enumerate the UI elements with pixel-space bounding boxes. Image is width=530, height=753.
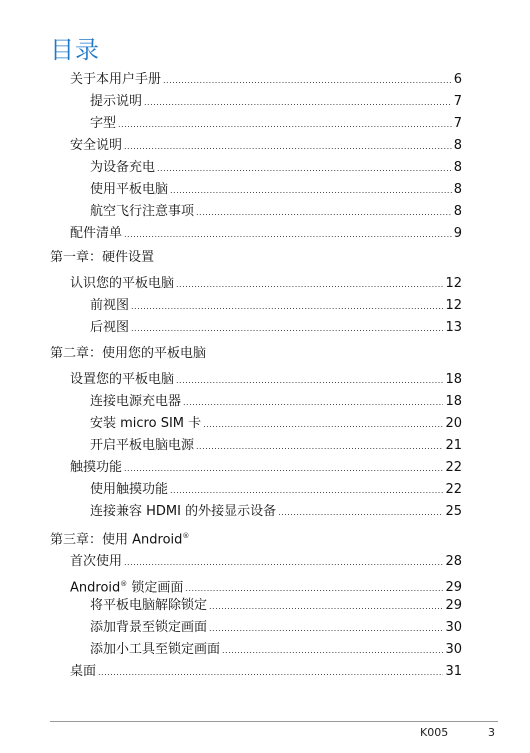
- toc-entry-label-suffix: 锁定画面: [127, 580, 184, 596]
- toc-entry-label: [70, 576, 185, 596]
- toc-entry-page: 12: [445, 276, 462, 291]
- toc-entry-page: 22: [445, 482, 462, 497]
- toc-entry-label: 配件清单: [70, 226, 123, 241]
- toc-entry-label: 认识您的平板电脑: [70, 276, 175, 291]
- toc-entry[interactable]: [70, 276, 462, 293]
- toc-entry[interactable]: [90, 598, 462, 615]
- toc-entry[interactable]: [70, 372, 462, 389]
- toc-entry-label: 为设备充电: [90, 160, 156, 175]
- dot-leader: [222, 643, 443, 659]
- page-title: 目录: [50, 36, 100, 64]
- toc-entry-page: 18: [445, 372, 462, 387]
- toc-entry-label: 安装 micro SIM 卡: [90, 416, 202, 431]
- toc-entry[interactable]: [90, 298, 462, 315]
- toc-entry-label: 使用平板电脑: [90, 182, 169, 197]
- toc-entry-page: 8: [453, 160, 462, 175]
- dot-leader: [124, 461, 443, 477]
- footer-page-number: 3: [488, 726, 495, 739]
- dot-leader: [185, 581, 443, 597]
- toc-entry-page: 20: [445, 416, 462, 431]
- footer-model-name: K005: [420, 726, 449, 739]
- chapter-title-text: 第三章：使用 Android: [50, 532, 183, 548]
- toc-entry-label: 首次使用: [70, 554, 123, 569]
- toc-entry[interactable]: [90, 642, 462, 659]
- android-text: Android: [70, 580, 121, 596]
- dot-leader: [118, 117, 452, 133]
- dot-leader: [278, 505, 443, 521]
- toc-entry-label: 连接电源充电器: [90, 394, 182, 409]
- chapter-heading[interactable]: 第一章：硬件设置: [50, 250, 155, 265]
- toc-entry-page: 7: [453, 116, 462, 131]
- dot-leader: [98, 665, 443, 681]
- toc-entry-label: 使用触摸功能: [90, 482, 169, 497]
- toc-entry-label: 将平板电脑解除锁定: [90, 598, 208, 613]
- toc-entry[interactable]: [90, 320, 462, 337]
- toc-entry[interactable]: [70, 576, 462, 597]
- dot-leader: [131, 321, 443, 337]
- toc-entry[interactable]: [70, 138, 462, 155]
- toc-entry-label: 提示说明: [90, 94, 143, 109]
- toc-entry[interactable]: [70, 554, 462, 571]
- toc-entry-page: 8: [453, 204, 462, 219]
- dot-leader: [196, 205, 452, 221]
- dot-leader: [209, 599, 443, 615]
- toc-entry[interactable]: [90, 116, 462, 133]
- toc-entry-page: 18: [445, 394, 462, 409]
- dot-leader: [203, 417, 443, 433]
- toc-entry-label: 连接兼容 HDMI 的外接显示设备: [90, 504, 277, 519]
- toc-entry-page: 28: [445, 554, 462, 569]
- toc-entry-label: 桌面: [70, 664, 97, 679]
- toc-entry[interactable]: [90, 94, 462, 111]
- toc-entry-page: 9: [453, 226, 462, 241]
- dot-leader: [124, 139, 452, 155]
- toc-entry-page: 7: [453, 94, 462, 109]
- toc-entry-label: 前视图: [90, 298, 130, 313]
- toc-entry-page: 25: [445, 504, 462, 519]
- toc-entry[interactable]: [70, 226, 462, 243]
- toc-entry[interactable]: [90, 620, 462, 637]
- dot-leader: [176, 373, 443, 389]
- toc-entry-label: 添加小工具至锁定画面: [90, 642, 221, 657]
- toc-entry[interactable]: [90, 204, 462, 221]
- dot-leader: [144, 95, 452, 111]
- toc-entry-page: 29: [445, 580, 462, 596]
- dot-leader: [196, 439, 443, 455]
- toc-entry[interactable]: [90, 438, 462, 455]
- dot-leader: [183, 395, 443, 411]
- toc-entry-page: 30: [445, 642, 462, 657]
- dot-leader: [124, 227, 452, 243]
- toc-entry-page: 29: [445, 598, 462, 613]
- toc-entry[interactable]: [90, 182, 462, 199]
- toc-entry[interactable]: [70, 460, 462, 477]
- toc-entry-page: 8: [453, 138, 462, 153]
- toc-entry-page: 21: [445, 438, 462, 453]
- toc-entry-label: 添加背景至锁定画面: [90, 620, 208, 635]
- toc-entry-page: 31: [445, 664, 462, 679]
- toc-entry-label: 字型: [90, 116, 117, 131]
- toc-entry-label: 后视图: [90, 320, 130, 335]
- toc-entry[interactable]: [70, 72, 462, 89]
- toc-entry-page: 22: [445, 460, 462, 475]
- toc-entry-page: 8: [453, 182, 462, 197]
- toc-entry[interactable]: [70, 664, 462, 681]
- registered-mark: ®: [120, 580, 128, 588]
- toc-entry-label: 设置您的平板电脑: [70, 372, 175, 387]
- toc-entry[interactable]: [90, 482, 462, 499]
- toc-entry[interactable]: [90, 504, 462, 521]
- toc-entry-label: 触摸功能: [70, 460, 123, 475]
- dot-leader: [131, 299, 443, 315]
- toc-entry-label: 航空飞行注意事项: [90, 204, 195, 219]
- toc-entry[interactable]: [90, 394, 462, 411]
- dot-leader: [209, 621, 443, 637]
- footer-divider: [50, 721, 498, 722]
- toc-entry[interactable]: [90, 160, 462, 177]
- toc-entry-label: 开启平板电脑电源: [90, 438, 195, 453]
- toc-entry-page: 6: [453, 72, 462, 87]
- dot-leader: [170, 183, 452, 199]
- toc-entry[interactable]: [90, 416, 462, 433]
- toc-entry-page: 30: [445, 620, 462, 635]
- chapter-heading[interactable]: 第二章：使用您的平板电脑: [50, 346, 207, 361]
- toc-entry-page: 13: [445, 320, 462, 335]
- dot-leader: [170, 483, 443, 499]
- dot-leader: [163, 73, 452, 89]
- toc-entry-page: 12: [445, 298, 462, 313]
- dot-leader: [176, 277, 443, 293]
- dot-leader: [124, 555, 443, 571]
- chapter-heading[interactable]: [50, 528, 189, 548]
- dot-leader: [157, 161, 452, 177]
- toc-entry-label: 安全说明: [70, 138, 123, 153]
- registered-mark: ®: [182, 532, 190, 540]
- toc-entry-label: 关于本用户手册: [70, 72, 162, 87]
